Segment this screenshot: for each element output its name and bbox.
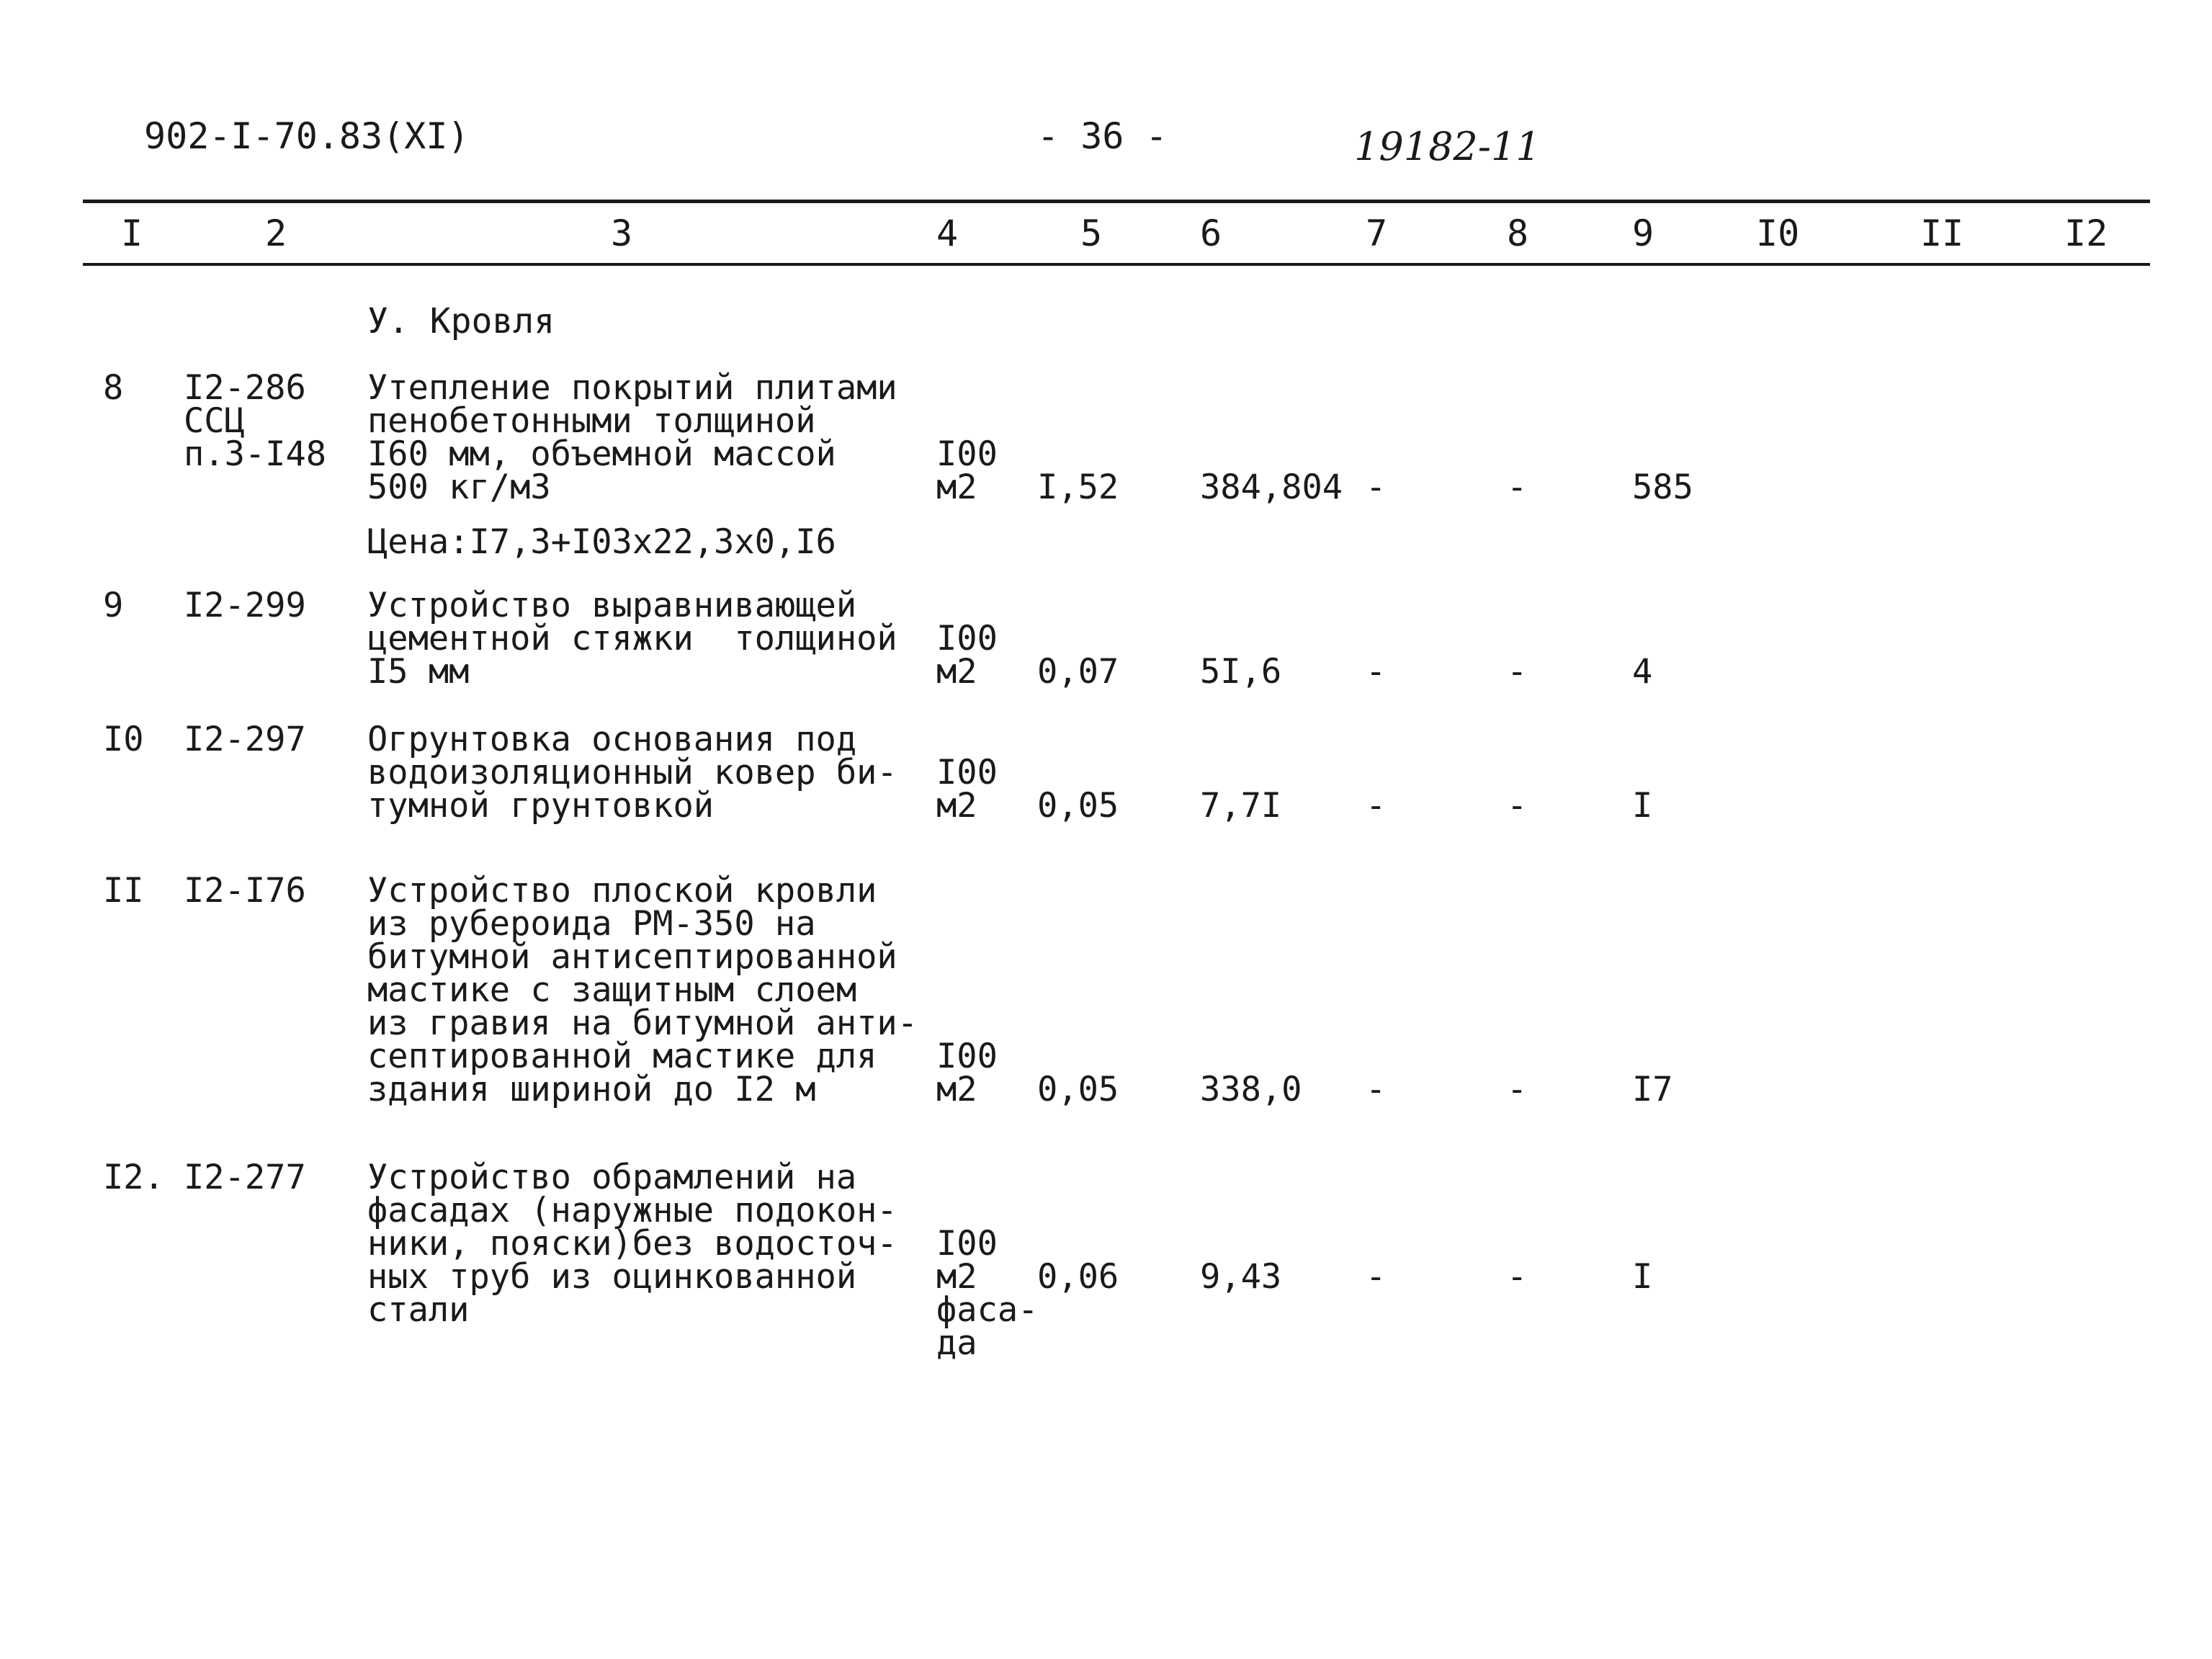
row-number: I2. xyxy=(103,1158,164,1197)
col-9-value: I xyxy=(1632,1257,1653,1297)
quantity: 0,07 xyxy=(1037,652,1119,692)
col-6-value: 384,804 xyxy=(1200,468,1343,507)
work-description: Устройство плоской кровли из рубероида РМ-350 на битумной антисептированной мастике с защитным слоем из гравия на битумной анти- септированной мастике для здания шириной до I2 м xyxy=(367,871,918,1109)
table-header-rule xyxy=(83,263,2150,266)
column-number: 8 xyxy=(1507,213,1529,254)
work-description: Устройство обрамлений на фасадах (наружные подокон- ники, пояски)без водосточ- ных труб из оцинкованной стали xyxy=(367,1158,897,1330)
rate-code: I2-I76 xyxy=(184,871,306,911)
column-number: 2 xyxy=(265,213,287,254)
quantity: I,52 xyxy=(1037,468,1119,507)
column-number: 9 xyxy=(1632,213,1654,254)
col-6-value: 9,43 xyxy=(1200,1257,1282,1297)
row-number: 8 xyxy=(103,368,124,408)
col-7-value: - xyxy=(1366,652,1387,692)
col-8-value: - xyxy=(1507,468,1528,507)
page-number: - 36 - xyxy=(1037,115,1168,157)
col-8-value: - xyxy=(1507,1257,1528,1297)
column-number: 5 xyxy=(1080,213,1103,254)
rate-code: I2-286 ССЦ п.3-I48 xyxy=(184,368,327,474)
column-number: 4 xyxy=(936,213,959,254)
section-title: У. Кровля xyxy=(367,301,555,341)
column-number: 6 xyxy=(1200,213,1222,254)
col-7-value: - xyxy=(1366,786,1387,826)
unit: I00 м2 xyxy=(936,1037,998,1109)
col-7-value: - xyxy=(1366,1070,1387,1109)
column-number: 3 xyxy=(611,213,633,254)
handwritten-note: 19182-11 xyxy=(1354,124,1541,169)
col-8-value: - xyxy=(1507,786,1528,826)
col-9-value: I7 xyxy=(1632,1070,1673,1109)
unit: I00 м2 фаса- да xyxy=(936,1224,1039,1363)
column-number: II xyxy=(1920,213,1964,254)
column-number: I0 xyxy=(1756,213,1800,254)
col-6-value: 7,7I xyxy=(1200,786,1282,826)
unit: I00 м2 xyxy=(936,619,998,692)
column-number: I xyxy=(121,213,143,254)
column-number: I2 xyxy=(2064,213,2108,254)
row-number: 9 xyxy=(103,586,124,625)
price-note: Цена:I7,3+I03x22,3x0,I6 xyxy=(367,522,836,562)
unit: I00 м2 xyxy=(936,753,998,826)
col-7-value: - xyxy=(1366,1257,1387,1297)
col-9-value: I xyxy=(1632,786,1653,826)
col-7-value: - xyxy=(1366,468,1387,507)
rate-code: I2-299 xyxy=(184,586,306,625)
row-number: II xyxy=(103,871,144,911)
table-top-rule xyxy=(83,200,2150,203)
unit: I00 м2 xyxy=(936,434,998,507)
work-description: Утепление покрытий плитами пенобетонными толщиной I60 мм, объемной массой 500 кг/м3 xyxy=(367,368,897,507)
col-8-value: - xyxy=(1507,1070,1528,1109)
work-description: Огрунтовка основания под водоизоляционный ковер би- тумной грунтовкой xyxy=(367,720,897,826)
quantity: 0,05 xyxy=(1037,1070,1119,1109)
quantity: 0,05 xyxy=(1037,786,1119,826)
col-9-value: 585 xyxy=(1632,468,1693,507)
col-9-value: 4 xyxy=(1632,652,1653,692)
rate-code: I2-277 xyxy=(184,1158,306,1197)
col-8-value: - xyxy=(1507,652,1528,692)
col-6-value: 338,0 xyxy=(1200,1070,1302,1109)
quantity: 0,06 xyxy=(1037,1257,1119,1297)
rate-code: I2-297 xyxy=(184,720,306,759)
column-number: 7 xyxy=(1366,213,1388,254)
document-code: 902-I-70.83(XI) xyxy=(144,115,470,157)
row-number: I0 xyxy=(103,720,144,759)
work-description: Устройство выравнивающей цементной стяжки толщиной I5 мм xyxy=(367,586,897,692)
col-6-value: 5I,6 xyxy=(1200,652,1282,692)
